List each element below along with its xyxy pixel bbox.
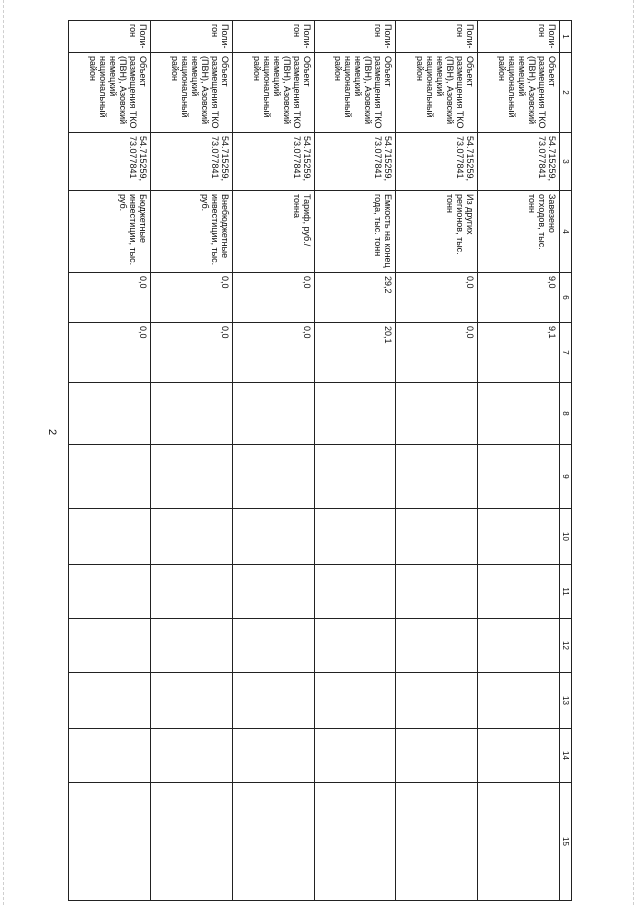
empty-cell xyxy=(396,445,478,509)
facility-type: Поли-гон xyxy=(478,21,560,53)
empty-cell xyxy=(150,383,232,445)
empty-cell xyxy=(69,729,151,783)
value-col-6: 0,0 xyxy=(69,273,151,323)
facility-type: Поли-гон xyxy=(232,21,314,53)
empty-cell xyxy=(69,445,151,509)
empty-cell xyxy=(69,783,151,901)
facility-object: Объект размещения ТКО (ПВН), Азовский немецкий национальный район xyxy=(150,53,232,133)
value-col-7: 0,0 xyxy=(69,323,151,383)
empty-cell xyxy=(396,383,478,445)
empty-cell xyxy=(232,565,314,619)
empty-cell xyxy=(232,445,314,509)
empty-cell xyxy=(314,619,396,673)
column-number: 3 xyxy=(560,133,572,191)
empty-cell xyxy=(69,673,151,729)
empty-cell xyxy=(150,509,232,565)
column-number: 11 xyxy=(560,565,572,619)
facility-type: Поли-гон xyxy=(314,21,396,53)
empty-cell xyxy=(396,783,478,901)
empty-cell xyxy=(314,445,396,509)
rotated-table-wrapper xyxy=(68,20,572,900)
empty-cell xyxy=(232,383,314,445)
empty-cell xyxy=(232,509,314,565)
empty-cell xyxy=(478,619,560,673)
table-row xyxy=(396,21,478,901)
table-row xyxy=(69,21,151,901)
empty-cell xyxy=(314,729,396,783)
value-col-6: 0,0 xyxy=(150,273,232,323)
value-col-6: 0,0 xyxy=(232,273,314,323)
facility-type: Поли-гон xyxy=(69,21,151,53)
column-number: 14 xyxy=(560,729,572,783)
empty-cell xyxy=(396,509,478,565)
facility-type: Поли-гон xyxy=(396,21,478,53)
value-col-6: 29,2 xyxy=(314,273,396,323)
column-number: 12 xyxy=(560,619,572,673)
empty-cell xyxy=(314,509,396,565)
empty-cell xyxy=(150,619,232,673)
column-number: 13 xyxy=(560,673,572,729)
empty-cell xyxy=(150,729,232,783)
facility-object: Объект размещения ТКО (ПВН), Азовский немецкий национальный район xyxy=(396,53,478,133)
empty-cell xyxy=(478,565,560,619)
facility-object: Объект размещения ТКО (ПВН), Азовский немецкий национальный район xyxy=(314,53,396,133)
table-row xyxy=(314,21,396,901)
empty-cell xyxy=(478,509,560,565)
column-number: 1 xyxy=(560,21,572,53)
column-number: 15 xyxy=(560,783,572,901)
column-number: 2 xyxy=(560,53,572,133)
empty-cell xyxy=(314,783,396,901)
empty-cell xyxy=(232,619,314,673)
empty-cell xyxy=(478,783,560,901)
value-col-7: 0,0 xyxy=(232,323,314,383)
empty-cell xyxy=(314,673,396,729)
empty-cell xyxy=(478,673,560,729)
facility-object: Объект размещения ТКО (ПВН), Азовский немецкий национальный район xyxy=(478,53,560,133)
empty-cell xyxy=(69,619,151,673)
empty-cell xyxy=(150,783,232,901)
empty-cell xyxy=(314,383,396,445)
indicator-name: Внебюджетные инвестиции, тыс. руб. xyxy=(150,191,232,273)
facility-coordinates: 54.715259, 73.077841 xyxy=(69,133,151,191)
facility-coordinates: 54.715259, 73.077841 xyxy=(150,133,232,191)
empty-cell xyxy=(232,783,314,901)
empty-cell xyxy=(150,445,232,509)
value-col-7: 9,1 xyxy=(478,323,560,383)
empty-cell xyxy=(69,509,151,565)
empty-cell xyxy=(396,565,478,619)
empty-cell xyxy=(478,445,560,509)
value-col-7: 0,0 xyxy=(150,323,232,383)
column-number-row xyxy=(560,21,572,901)
facility-coordinates: 54.715259, 73.077841 xyxy=(396,133,478,191)
facility-coordinates: 54.715259, 73.077841 xyxy=(478,133,560,191)
table-row xyxy=(232,21,314,901)
scan-edge-left xyxy=(3,0,5,905)
value-col-7: 20,1 xyxy=(314,323,396,383)
column-number: 7 xyxy=(560,323,572,383)
waste-facility-table xyxy=(68,20,572,901)
empty-cell xyxy=(314,565,396,619)
empty-cell xyxy=(232,729,314,783)
column-number: 4 xyxy=(560,191,572,273)
column-number: 9 xyxy=(560,445,572,509)
column-number: 8 xyxy=(560,383,572,445)
column-number: 6 xyxy=(560,273,572,323)
table-row xyxy=(150,21,232,901)
facility-object: Объект размещения ТКО (ПВН), Азовский немецкий национальный район xyxy=(232,53,314,133)
facility-coordinates: 54.715259, 73.077841 xyxy=(232,133,314,191)
facility-coordinates: 54.715259, 73.077841 xyxy=(314,133,396,191)
value-col-7: 0,0 xyxy=(396,323,478,383)
value-col-6: 0,0 xyxy=(396,273,478,323)
empty-cell xyxy=(69,383,151,445)
table-row xyxy=(478,21,560,901)
empty-cell xyxy=(396,619,478,673)
indicator-name: Завезено отходов, тыс. тонн xyxy=(478,191,560,273)
empty-cell xyxy=(150,673,232,729)
indicator-name: Тариф, руб./тонна xyxy=(232,191,314,273)
facility-type: Поли-гон xyxy=(150,21,232,53)
indicator-name: Емкость на конец года, тыс. тонн xyxy=(314,191,396,273)
indicator-name: Из других регионов, тыс. тонн xyxy=(396,191,478,273)
empty-cell xyxy=(478,383,560,445)
page-number: 2 xyxy=(46,428,58,436)
empty-cell xyxy=(396,729,478,783)
empty-cell xyxy=(69,565,151,619)
empty-cell xyxy=(396,673,478,729)
empty-cell xyxy=(232,673,314,729)
scan-edge-right xyxy=(633,0,635,905)
indicator-name: Бюджетные инвестиции, тыс. руб. xyxy=(69,191,151,273)
column-number: 10 xyxy=(560,509,572,565)
empty-cell xyxy=(478,729,560,783)
value-col-6: 9,0 xyxy=(478,273,560,323)
facility-object: Объект размещения ТКО (ПВН), Азовский немецкий национальный район xyxy=(69,53,151,133)
empty-cell xyxy=(150,565,232,619)
